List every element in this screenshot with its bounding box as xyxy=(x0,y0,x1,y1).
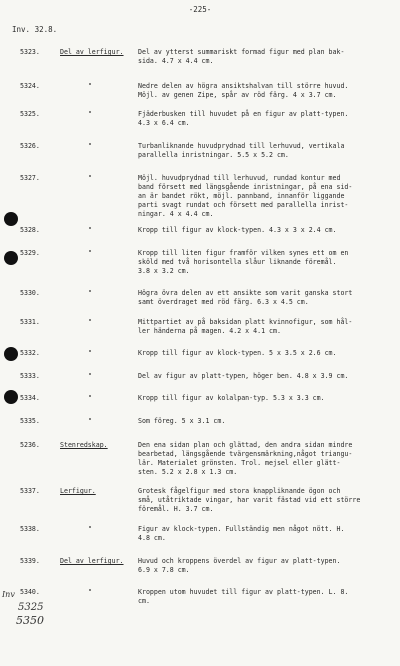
ditto-mark: " xyxy=(88,349,92,357)
ditto-mark: " xyxy=(88,82,92,90)
ditto-mark: " xyxy=(88,174,92,182)
ditto-mark: " xyxy=(88,318,92,326)
entry-number: 5331. xyxy=(20,318,40,326)
entry-number: 5340. xyxy=(20,588,40,596)
entry-category: Lerfigur. xyxy=(60,487,96,495)
entry-description: Möjl. huvudprydnad till lerhuvud, rundad kontur med band försett med längsgående inristningar, på ena sid- an är bandet rökt, möjl. pannband, innanför liggande parti svagt rundat och försett med parallella inrist- ningar. 4 x 4.4 cm. xyxy=(138,174,353,218)
entry-number: 5333. xyxy=(20,372,40,380)
entry-description: Kroppen utom huvudet till figur av platt-typen. L. 8. cm. xyxy=(138,588,349,605)
entry-description: Kropp till liten figur framför vilken synes ett om en sköld med två horisontella slåur liknande föremål. 3.8 x 3.2 cm. xyxy=(138,249,349,275)
entry-description: Fjäderbusken till huvudet på en figur av platt-typen. 4.3 x 6.4 cm. xyxy=(138,110,349,127)
entry-description: Huvud och kroppens överdel av figur av platt-typen. 6.9 x 7.8 cm. xyxy=(138,557,341,574)
ditto-mark: " xyxy=(88,372,92,380)
entry-description: Högra övra delen av ett ansikte som varit ganska stort samt överdraget med röd färg. 6.3 x 4.5 cm. xyxy=(138,289,353,306)
entry-description: Nedre delen av högra ansiktshalvan till större huvud. Möjl. av genen Zipe, spår av röd färg. 4 x 3.7 cm. xyxy=(138,82,349,99)
entry-number: 5332. xyxy=(20,349,40,357)
entry-description: Den ena sidan plan och glättad, den andra sidan mindre bearbetad, längsgående tvärgensmärkning,något triangu- lär. Materialet grönsten. Trol. mejsel eller glätt- sten. 5.2 x 2.8 x 1.3 cm. xyxy=(138,441,353,476)
entry-number: 5325. xyxy=(20,110,40,118)
ditto-mark: " xyxy=(88,417,92,425)
entry-category: Del av lerfigur. xyxy=(60,557,124,565)
entry-number: 5335. xyxy=(20,417,40,425)
entry-description: Del av figur av platt-typen, höger ben. 4.8 x 3.9 cm. xyxy=(138,372,349,380)
entry-description: Kropp till figur av klock-typen. 5 x 3.5 x 2.6 cm. xyxy=(138,349,337,357)
punch-hole-icon xyxy=(4,251,18,265)
entry-number: 5328. xyxy=(20,226,40,234)
entry-description: Figur av klock-typen. Fullständig men något nött. H. 4.8 cm. xyxy=(138,525,345,542)
entry-number: 5327. xyxy=(20,174,40,182)
entry-number: 5337. xyxy=(20,487,40,495)
entry-category: Stenredskap. xyxy=(60,441,108,449)
entry-number: 5326. xyxy=(20,142,40,150)
ditto-mark: " xyxy=(88,110,92,118)
handwritten-note: Inv xyxy=(2,590,15,599)
ditto-mark: " xyxy=(88,226,92,234)
ditto-mark: " xyxy=(88,142,92,150)
entry-number: 5338. xyxy=(20,525,40,533)
punch-hole-icon xyxy=(4,212,18,226)
entry-number: 5324. xyxy=(20,82,40,90)
ditto-mark: " xyxy=(88,289,92,297)
punch-hole-icon xyxy=(4,347,18,361)
ditto-mark: " xyxy=(88,394,92,402)
handwritten-note: 5325 xyxy=(18,602,44,613)
entry-number: 5236. xyxy=(20,441,40,449)
entry-category: Del av lerfigur. xyxy=(60,48,124,56)
entry-description: Turbanliknande huvudprydnad till lerhuvud, vertikala parallella inristningar. 5.5 x 5.2 cm. xyxy=(138,142,345,159)
entry-number: 5339. xyxy=(20,557,40,565)
ditto-mark: " xyxy=(88,249,92,257)
entry-description: Som föreg. 5 x 3.1 cm. xyxy=(138,417,226,425)
page-number: -225- xyxy=(188,5,212,14)
inventory-header: Inv. 32.8. xyxy=(12,25,58,34)
ditto-mark: " xyxy=(88,525,92,533)
punch-hole-icon xyxy=(4,390,18,404)
entry-description: Mittpartiet av på baksidan platt kvinnofigur, som hål- ler händerna på magen. 4.2 x 4.1 cm. xyxy=(138,318,353,335)
entry-number: 5330. xyxy=(20,289,40,297)
entry-number: 5323. xyxy=(20,48,40,56)
handwritten-note: 5350 xyxy=(16,614,44,627)
entry-description: Kropp till figur av kolalpan-typ. 5.3 x 3.3 cm. xyxy=(138,394,325,402)
entry-description: Kropp till figur av klock-typen. 4.3 x 3 x 2.4 cm. xyxy=(138,226,337,234)
entry-description: Del av ytterst summariskt formad figur med plan bak- sida. 4.7 x 4.4 cm. xyxy=(138,48,345,65)
entry-number: 5334. xyxy=(20,394,40,402)
ditto-mark: " xyxy=(88,588,92,596)
entry-description: Grotesk fågelfigur med stora knappliknande ögon och små, utåtriktade vingar, har varit fästad vid ett större föremål. H. 3.7 cm. xyxy=(138,487,361,513)
entry-number: 5329. xyxy=(20,249,40,257)
